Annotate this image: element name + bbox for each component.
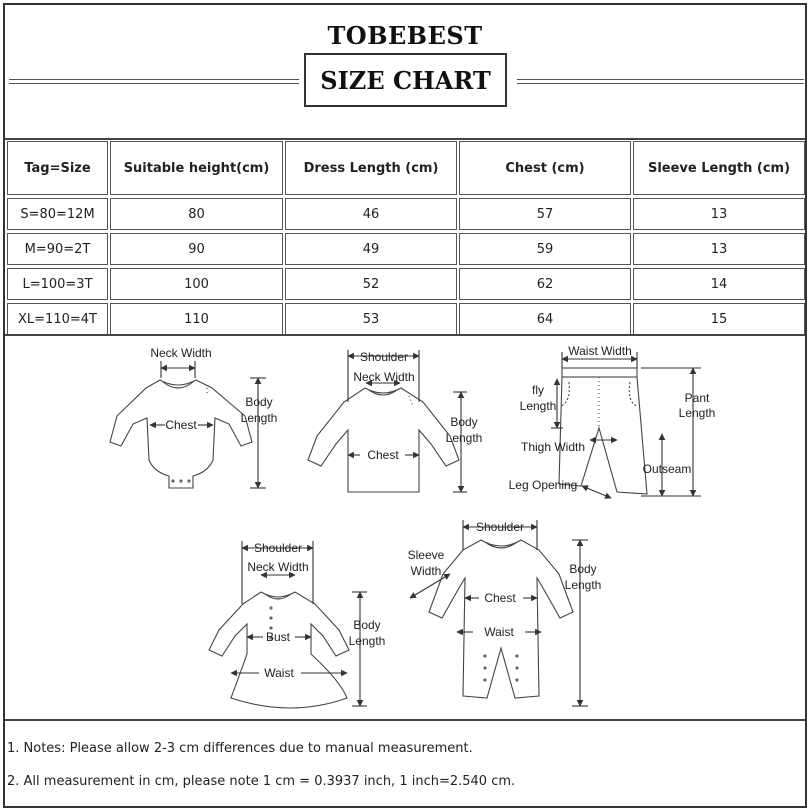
romper-body-label: Body xyxy=(569,562,597,576)
table-cell: 46 xyxy=(285,198,457,230)
note-2: 2. All measurement in cm, please note 1 cm = 0.3937 inch, 1 inch=2.540 cm. xyxy=(7,774,516,789)
table-cell: L=100=3T xyxy=(7,268,108,300)
dress-body-label: Body xyxy=(353,618,381,632)
table-row xyxy=(7,268,805,300)
col-header-dress-length: Dress Length (cm) xyxy=(285,141,457,195)
pants-outseam-label: Outseam xyxy=(642,462,692,476)
col-header-tag-size: Tag=Size xyxy=(7,141,108,195)
dress-diagram xyxy=(209,592,349,708)
shirt-chest-label: Chest xyxy=(367,448,399,462)
table-row xyxy=(7,198,805,230)
table-cell: 53 xyxy=(285,303,457,335)
table-cell: M=90=2T xyxy=(7,233,108,265)
brand-name: TOBEBEST xyxy=(327,21,483,50)
table-cell: 52 xyxy=(285,268,457,300)
pants-diagram xyxy=(559,368,647,494)
bodysuit-length-label: Length xyxy=(240,411,278,425)
bodysuit-neck-width-label: Neck Width xyxy=(150,346,212,360)
pants-pant-length-label: Length xyxy=(678,406,716,420)
shirt-length-label: Length xyxy=(445,431,483,445)
table-row xyxy=(7,233,805,265)
bodysuit-chest-label: Chest xyxy=(165,418,197,432)
table-cell: 59 xyxy=(459,233,631,265)
romper-length-label: Length xyxy=(564,578,602,592)
pants-fly-label: fly xyxy=(532,383,544,397)
header xyxy=(5,5,805,140)
table-cell: 15 xyxy=(633,303,805,335)
pants-pant-label: Pant xyxy=(684,391,710,405)
col-header-chest: Chest (cm) xyxy=(459,141,631,195)
table-cell: 49 xyxy=(285,233,457,265)
pants-leg-opening-label: Leg Opening xyxy=(508,478,578,492)
romper-shoulder-label: Shoulder xyxy=(475,520,525,534)
col-header-sleeve-length: Sleeve Length (cm) xyxy=(633,141,805,195)
shirt-neck-width-label: Neck Width xyxy=(353,370,415,384)
table-cell: 90 xyxy=(110,233,283,265)
pants-waist-width-label: Waist Width xyxy=(568,344,632,358)
shirt-shoulder-label: Shoulder xyxy=(359,350,409,364)
table-cell: 80 xyxy=(110,198,283,230)
shirt-diagram xyxy=(308,388,459,492)
dress-shoulder-label: Shoulder xyxy=(253,541,303,555)
romper-sleeve-label: Sleeve xyxy=(407,548,445,562)
dress-neck-width-label: Neck Width xyxy=(247,560,309,574)
measurement-illustrations xyxy=(5,334,805,721)
bodysuit-body-label: Body xyxy=(245,395,273,409)
pants-thigh-width-label: Thigh Width xyxy=(520,440,586,454)
table-cell: 100 xyxy=(110,268,283,300)
table-cell: 14 xyxy=(633,268,805,300)
romper-chest-label: Chest xyxy=(484,591,516,605)
bodysuit-diagram xyxy=(110,380,252,488)
romper-waist-label: Waist xyxy=(484,625,514,639)
size-table xyxy=(5,138,807,338)
shirt-body-label: Body xyxy=(450,415,478,429)
chart-title xyxy=(304,53,507,107)
dress-length-label: Length xyxy=(348,634,386,648)
dress-bust-label: Bust xyxy=(265,630,291,644)
table-cell: 13 xyxy=(633,233,805,265)
table-cell: 13 xyxy=(633,198,805,230)
table-header-row xyxy=(7,141,805,195)
dress-waist-label: Waist xyxy=(264,666,294,680)
pants-fly-length-label: Length xyxy=(519,399,557,413)
chart-title-text: SIZE CHART xyxy=(320,65,491,95)
col-header-height: Suitable height(cm) xyxy=(110,141,283,195)
table-row xyxy=(7,303,805,335)
table-cell: 110 xyxy=(110,303,283,335)
garment-diagrams xyxy=(5,336,805,721)
table-cell: 64 xyxy=(459,303,631,335)
romper-diagram xyxy=(429,540,573,698)
header-rule-right xyxy=(517,79,804,84)
header-rule-left xyxy=(9,79,299,84)
table-cell: XL=110=4T xyxy=(7,303,108,335)
romper-sleeve-width-label: Width xyxy=(410,564,442,578)
table-cell: S=80=12M xyxy=(7,198,108,230)
table-cell: 57 xyxy=(459,198,631,230)
note-1: 1. Notes: Please allow 2-3 cm differences due to manual measurement. xyxy=(7,741,473,756)
table-cell: 62 xyxy=(459,268,631,300)
